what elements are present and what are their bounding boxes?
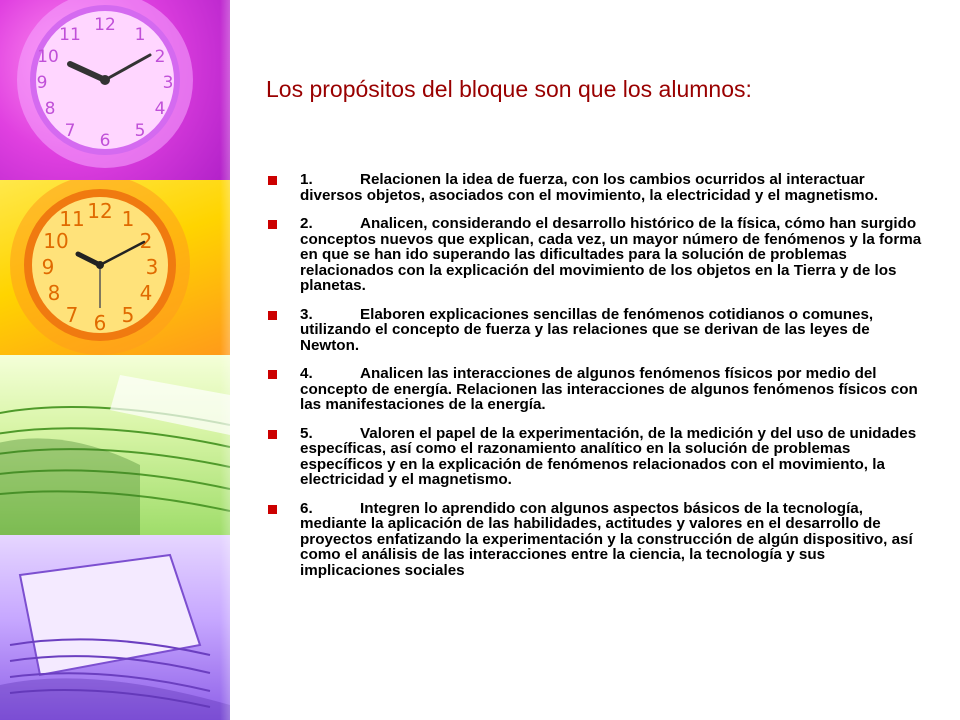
svg-text:10: 10 [37,47,59,67]
svg-text:9: 9 [36,73,48,93]
item-number: 2. [300,215,313,232]
svg-text:5: 5 [121,303,135,327]
item-text: Elaboren explicaciones sencillas de fenómenos cotidianos o comunes, utilizando el concepto de fuerza y las relaciones que se derivan de las leyes de Newton. [300,305,874,354]
svg-text:3: 3 [162,73,174,93]
svg-text:7: 7 [64,121,76,141]
item-text: Integren lo aprendido con algunos aspectos básicos de la tecnología, mediante la aplicación de las habilidades, actitudes y valores en el desarrollo de proyectos enfatizando la experimentación y la construcción de algún dispositivo, así como el análisis de las interacciones entre la ciencia, la tecnología y sus implicaciones sociales [300,499,913,579]
square-bullet-icon [268,220,277,229]
svg-text:7: 7 [65,303,79,327]
list-item [268,172,928,203]
item-text: Relacionen la idea de fuerza, con los cambios ocurridos al interactuar diversos objetos, asociados con el movimiento, la electricidad y el magnetismo. [300,171,879,204]
square-bullet-icon [268,176,277,185]
svg-text:8: 8 [47,281,61,305]
svg-text:4: 4 [154,99,166,119]
clock-icon [0,180,230,355]
item-number: 1. [300,171,313,188]
svg-text:11: 11 [59,25,81,45]
svg-text:2: 2 [154,47,166,67]
svg-text:3: 3 [145,255,159,279]
item-number: 4. [300,365,313,382]
item-number: 6. [300,499,313,517]
square-bullet-icon [268,430,277,439]
svg-text:5: 5 [134,121,146,141]
item-text: Analicen, considerando el desarrollo histórico de la física, cómo han surgido conceptos nuevos que explican, cada vez, un mayor número de fenómenos y la forma en que se han ido superando las dificultades para la solución de problemas relacionados con la explicación del movimiento de los objetos en la Tierra y de los planetas. [300,215,922,294]
clock-icon [0,0,230,180]
purple-books-image [0,535,230,720]
books-icon [0,535,230,720]
list-item [268,366,928,413]
svg-text:12: 12 [87,199,113,223]
books-icon [0,355,230,535]
item-text: Analicen las interacciones de algunos fenómenos físicos por medio del concepto de energía. Relacionen las interacciones de algunos fenómenos físicos con las manifestaciones de la energía. [300,365,918,413]
yellow-clock-image [0,180,230,355]
svg-text:12: 12 [94,15,116,35]
list-item [268,307,928,354]
list-item [268,501,928,579]
square-bullet-icon [268,311,277,320]
list-item [268,216,928,294]
item-text: Valoren el papel de la experimentación, de la medición y del uso de unidades específicas, así como el razonamiento analítico en la solución de problemas específicos y en la explicación de fenómenos relacionados con el movimiento, la electricidad y el magnetismo. [300,424,917,488]
svg-text:10: 10 [43,229,69,253]
svg-text:8: 8 [44,99,56,119]
svg-text:4: 4 [139,281,153,305]
decorative-image-strip [0,0,230,720]
svg-text:11: 11 [59,207,85,231]
svg-text:1: 1 [134,25,146,45]
svg-text:2: 2 [139,229,153,253]
svg-text:9: 9 [41,255,55,279]
svg-text:1: 1 [121,207,135,231]
item-number: 5. [300,424,313,442]
green-books-image [0,355,230,535]
item-number: 3. [300,305,313,323]
purposes-list [268,172,928,591]
square-bullet-icon [268,370,277,379]
magenta-clock-image [0,0,230,180]
image-fade-edge [220,0,230,720]
list-item [268,426,928,488]
svg-text:6: 6 [93,311,107,335]
svg-text:6: 6 [99,131,111,151]
square-bullet-icon [268,505,277,514]
slide-title: Los propósitos del bloque son que los alumnos: [266,76,752,102]
